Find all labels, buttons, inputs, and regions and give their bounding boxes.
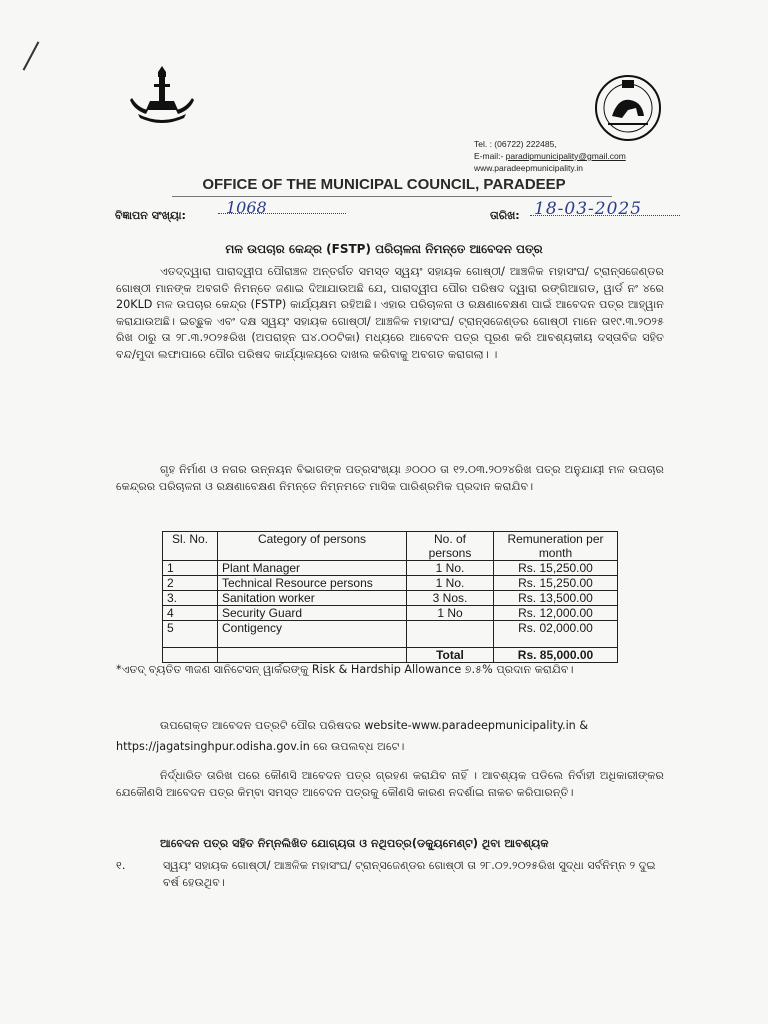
- cell-sl-no: 2: [163, 576, 218, 591]
- paragraph-invitation: ଏତଦ୍‌ଦ୍ୱାରା ପାରାଦ୍ୱୀପ ପୌରାଞ୍ଚଳ ଅନ୍ତର୍ଗତ ସମସ୍ତ ସ୍ୱୟଂ ସହାୟକ ଗୋଷ୍ଠୀ/ ଆଞ୍ଚଳିକ ମହାସଂଘ/ ଟ୍ରାନ୍ସଜେଣ୍ଡର ଗୋଷ୍ଠୀ ମାନଙ୍କ ଅବଗତି ନିମନ୍ତେ ଜଣାଇ ଦିଆଯାଉଅଛି ଯେ, ପାରାଦ୍ୱୀପ ପୌର ପରିଷଦ ଦ୍ୱାରା ରଙ୍ଗିଆଗଡ, ୱାର୍ଡ ନଂ ୪ରେ 20KLD ମଳ ଉପଚାର କେନ୍ଦ୍ର (FSTP) କାର୍ଯ୍ୟକ୍ଷମ ରହିଅଛି। ଏହାର ପରିଚାଳନା ଓ ରକ୍ଷଣାବେକ୍ଷଣ ପାଇଁ ଆବେଦନ ପତ୍ର ଆହ୍ୱାନ କରାଯାଉଅଛି। ଇଚ୍ଛୁକ ଏବଂ ଦକ୍ଷ ସ୍ୱୟଂ ସହାୟକ ଗୋଷ୍ଠୀ/ ଆଞ୍ଚଳିକ ମହାସଂଘ/ ଟ୍ରାନ୍ସଜେଣ୍ଡର ଗୋଷ୍ଠୀ ମାନେ ତା୧୯.୩.୨୦୨୫ ରିଖ ଠାରୁ ତା ୨୮.୩.୨୦୨୫ରିଖ (ଅପରାହ୍ନ ଘ୪.୦୦ଟିକା) ମଧ୍ୟରେ ଆବେଦନ ପତ୍ର ପୂରଣ କରି ଆବଶ୍ୟକୀୟ ଦସ୍ତାବିଜ ସହିତ ବନ୍ଦ/ମୁଦା ଲଫାପାରେ ପୌର ପରିଷଦ କାର୍ଯ୍ୟାଳୟରେ ଦାଖଲ କରିବାକୁ ଅବଗତ କରାଗଲା। ।: [116, 265, 664, 361]
- header-divider: [172, 196, 612, 197]
- cell-category: Plant Manager: [218, 561, 407, 576]
- cell-sl-no: 4: [163, 606, 218, 621]
- header-remuneration: Remuneration per month: [494, 532, 618, 561]
- website-text: www.paradeepmunicipality.in: [474, 163, 583, 173]
- header-category: Category of persons: [218, 532, 407, 561]
- advertisement-number-label: ବିଜ୍ଞାପନ ସଂଖ୍ୟା:: [115, 209, 186, 222]
- table-row: [163, 621, 618, 648]
- paragraph-requirements-heading: ଆବେଦନ ପତ୍ର ସହିତ ନିମ୍ନଲିଖିତ ଯୋଗ୍ୟତା ଓ ନଥିପତ୍ର(ଡକ୍ୟୁମେଣ୍ଟ) ଥିବା ଆବଶ୍ୟକ: [160, 837, 549, 850]
- email-link[interactable]: paradipmunicipality@gmail.com: [505, 151, 626, 161]
- total-label: Total: [407, 648, 494, 663]
- paragraph-website: ଉପରୋକ୍ତ ଆବେଦନ ପତ୍ରଟି ପୌର ପରିଷଦର website-www.paradeepmunicipality.in &: [160, 719, 589, 732]
- table-row: [163, 591, 618, 606]
- cell-remuneration: Rs. 13,500.00: [494, 591, 618, 606]
- cell-remuneration: Rs. 02,000.00: [494, 621, 618, 648]
- table-header-row: [163, 532, 618, 561]
- paragraph-remuneration: ଗୃହ ନିର୍ମାଣ ଓ ନଗର ଉନ୍ନୟନ ବିଭାଗଙ୍କ ପତ୍ରସଂଖ୍ୟା ୬୦୦୦ ତା ୧୨.୦୩.୨୦୨୪ରିଖ ପତ୍ର ଅନୁଯାୟୀ ମଳ ଉପଚାର କେନ୍ଦ୍ରର ପରିଚାଳନା ଓ ରକ୍ଷଣାବେକ୍ଷଣ ନିମନ୍ତେ ନିମ୍ନମତେ ମାସିକ ପାରିଶ୍ରମିକ ପ୍ରଦାନ କରାଯିବ।: [116, 463, 664, 493]
- notice-heading: ମଳ ଉପଚାର କେନ୍ଦ୍ର (FSTP) ପରିଚାଳନା ନିମନ୍ତେ ଆବେଦନ ପତ୍ର: [225, 242, 543, 256]
- allowance-note: *ଏତଦ୍ ବ୍ୟତିତ ୩ଜଣ ସାନିଟେସନ୍ ୱାର୍କରଙ୍କୁ Risk & Hardship Allowance ୭.୫% ପ୍ରଦାନ କରାଯିବ।: [116, 663, 574, 676]
- table-row: [163, 576, 618, 591]
- cell-persons: 1 No: [407, 606, 494, 621]
- table-row: [163, 561, 618, 576]
- cell-persons: 1 No.: [407, 561, 494, 576]
- list-item: ସ୍ୱୟଂ ସହାୟକ ଗୋଷ୍ଠୀ/ ଆଞ୍ଚଳିକ ମହାସଂଘ/ ଟ୍ରାନ୍ସଜେଣ୍ଡର ଗୋଷ୍ଠୀ ତା ୨୮.୦୨.୨୦୨୫ରିଖ ସୁଦ୍ଧା ସର୍ବନିମ୍ନ ୨ ଦୁଇ ବର୍ଷ ହେଉଥିବ।: [163, 859, 656, 889]
- cell-empty: [163, 648, 218, 663]
- cell-remuneration: Rs. 15,250.00: [494, 576, 618, 591]
- date-value: 18-03-2025: [534, 199, 643, 219]
- cell-sl-no: 1: [163, 561, 218, 576]
- telephone-text: Tel. : (06722) 222485,: [474, 139, 557, 149]
- email-label: E-mail:-: [474, 151, 504, 161]
- cell-sl-no: 5: [163, 621, 218, 648]
- pen-mark: [23, 41, 40, 70]
- table-total-row: [163, 648, 618, 663]
- paragraph-gov-link: https://jagatsinghpur.odisha.gov.in ରେ ଉପଲବ୍ଧ ଅଟେ।: [116, 740, 405, 753]
- header-sl-no: Sl. No.: [163, 532, 218, 561]
- list-item-number: ୧.: [116, 859, 126, 872]
- cell-category: Contigency: [218, 621, 407, 648]
- cell-empty: [218, 648, 407, 663]
- cell-remuneration: Rs. 12,000.00: [494, 606, 618, 621]
- municipal-emblem-icon: [128, 64, 196, 126]
- cell-persons: 3 Nos.: [407, 591, 494, 606]
- date-label: ତାରିଖ:: [490, 209, 520, 222]
- cell-category: Sanitation worker: [218, 591, 407, 606]
- cell-category: Security Guard: [218, 606, 407, 621]
- cell-persons: [407, 621, 494, 648]
- cell-category: Technical Resource persons: [218, 576, 407, 591]
- advertisement-number-value: 1068: [226, 198, 267, 217]
- state-seal-icon: [588, 74, 668, 142]
- table-row: [163, 606, 618, 621]
- cell-sl-no: 3.: [163, 591, 218, 606]
- cell-persons: 1 No.: [407, 576, 494, 591]
- office-title: OFFICE OF THE MUNICIPAL COUNCIL, PARADEEP: [202, 176, 566, 193]
- contact-block: [474, 138, 626, 174]
- remuneration-table: [162, 531, 618, 663]
- email-line: [474, 150, 626, 162]
- total-value: Rs. 85,000.00: [494, 648, 618, 663]
- paragraph-rejection-rights: ନିର୍ଦ୍ଧାରିତ ତାରିଖ ପରେ କୌଣସି ଆବେଦନ ପତ୍ର ଗ୍ରହଣ କରାଯିବ ନାହିଁ । ଆବଶ୍ୟକ ପଡିଲେ ନିର୍ବାହୀ ଅଧିକାରୀଙ୍କର ଯେକୌଣସି ଆବେଦନ ପତ୍ର କିମ୍ବା ସମସ୍ତ ଆବେଦନ ପତ୍ରକୁ କୌଣସି କାରଣ ନଦର୍ଶାଇ ନାକଚ କରିପାରନ୍ତି।: [116, 769, 664, 799]
- header-no-of-persons: No. of persons: [407, 532, 494, 561]
- cell-remuneration: Rs. 15,250.00: [494, 561, 618, 576]
